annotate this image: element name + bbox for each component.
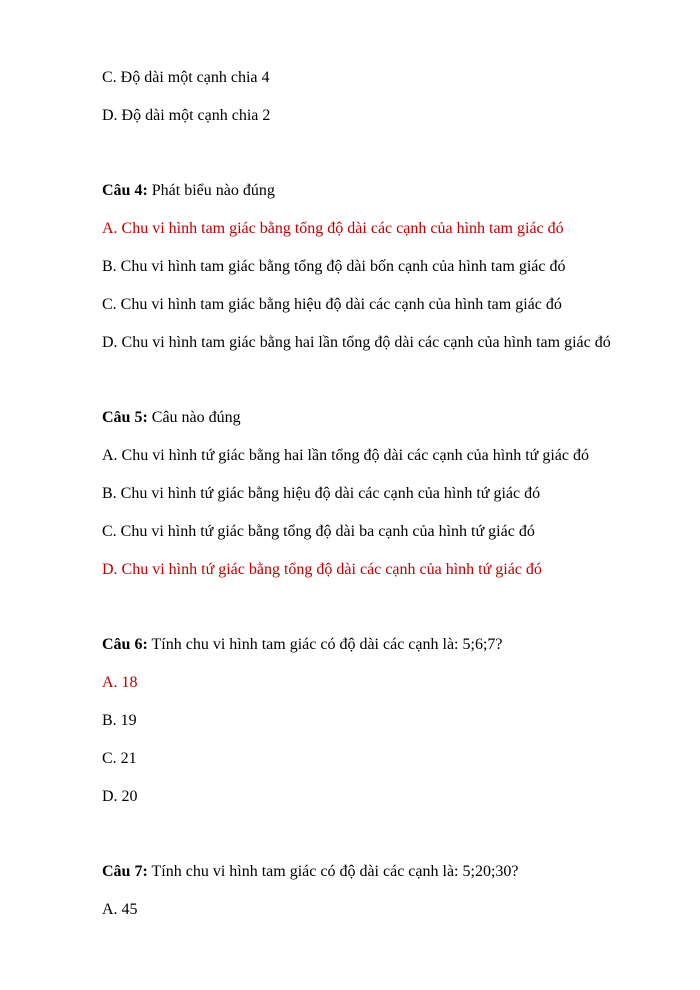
q6-option-b: B. 19 bbox=[102, 712, 137, 729]
q7-option-a: A. 45 bbox=[102, 901, 138, 918]
q4-option-d: D. Chu vi hình tam giác bằng hai lần tổng độ dài các cạnh của hình tam giác đó bbox=[102, 334, 611, 351]
question-5-label: Câu 5: bbox=[102, 409, 148, 426]
question-7 bbox=[102, 862, 518, 882]
question-7-label: Câu 7: bbox=[102, 863, 148, 880]
q5-option-c: C. Chu vi hình tứ giác bằng tổng độ dài ba cạnh của hình tứ giác đó bbox=[102, 523, 535, 540]
q4-option-c: C. Chu vi hình tam giác bằng hiệu độ dài các cạnh của hình tam giác đó bbox=[102, 296, 562, 313]
q5-option-d: D. Chu vi hình tứ giác bằng tổng độ dài các cạnh của hình tứ giác đó bbox=[102, 561, 542, 578]
question-7-text: Tính chu vi hình tam giác có độ dài các cạnh là: 5;20;30? bbox=[147, 863, 519, 880]
q6-option-c: C. 21 bbox=[102, 750, 137, 767]
question-4 bbox=[102, 181, 275, 201]
question-5 bbox=[102, 408, 241, 428]
question-4-label: Câu 4: bbox=[102, 182, 148, 199]
question-6-label: Câu 6: bbox=[102, 636, 148, 653]
question-4-text: Phát biểu nào đúng bbox=[147, 182, 275, 199]
question-6 bbox=[102, 635, 502, 655]
q4-option-a: A. Chu vi hình tam giác bằng tổng độ dài các cạnh của hình tam giác đó bbox=[102, 220, 564, 237]
question-5-text: Câu nào đúng bbox=[147, 409, 241, 426]
q4-option-b: B. Chu vi hình tam giác bằng tổng độ dài bốn cạnh của hình tam giác đó bbox=[102, 258, 566, 275]
q5-option-b: B. Chu vi hình tứ giác bằng hiệu độ dài các cạnh của hình tứ giác đó bbox=[102, 485, 541, 502]
q6-option-a: A. 18 bbox=[102, 674, 138, 691]
option-d-prev: D. Độ dài một cạnh chia 2 bbox=[102, 107, 271, 124]
question-6-text: Tính chu vi hình tam giác có độ dài các cạnh là: 5;6;7? bbox=[147, 636, 503, 653]
q6-option-d: D. 20 bbox=[102, 788, 138, 805]
q5-option-a: A. Chu vi hình tứ giác bằng hai lần tổng độ dài các cạnh của hình tứ giác đó bbox=[102, 447, 589, 464]
option-c-prev: C. Độ dài một cạnh chia 4 bbox=[102, 69, 270, 86]
